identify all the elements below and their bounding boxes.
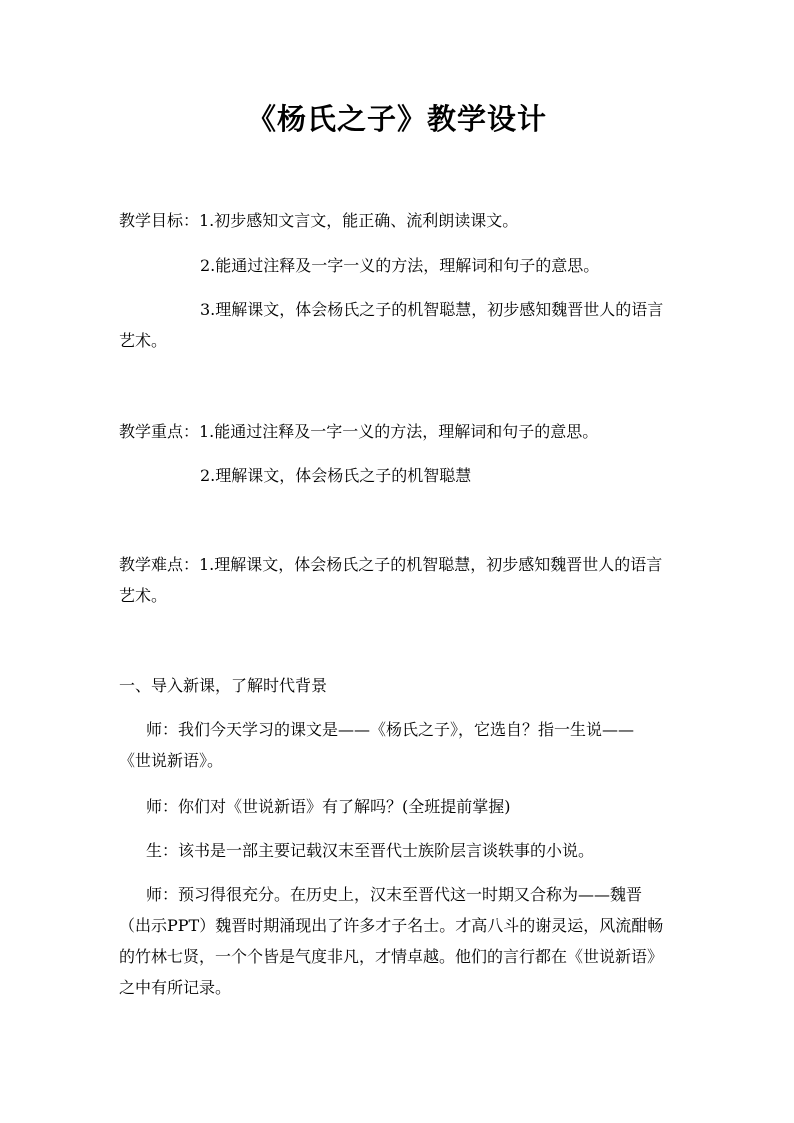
- paragraph-4-line-4: 之中有所记录。: [119, 978, 232, 997]
- paragraph-1-line-2: 《世说新语》。: [119, 751, 224, 770]
- objectives-line-3: 3.理解课文，体会杨氏之子的机智聪慧，初步感知魏晋世人的语言: [200, 300, 664, 319]
- objectives-line-1: 教学目标：1.初步感知文言文，能正确、流利朗读课文。: [119, 211, 519, 230]
- document-title: 《杨氏之子》教学设计: [246, 102, 547, 136]
- key-points-line-1: 教学重点：1.能通过注释及一字一义的方法，理解词和句子的意思。: [119, 422, 599, 441]
- key-points-line-2: 2.理解课文，体会杨氏之子的机智聪慧: [200, 466, 472, 485]
- paragraph-4-line-1: 师：预习得很充分。在历史上，汉末至晋代这一时期又合称为——魏晋: [146, 885, 643, 904]
- difficulties-line-1-continued: 艺术。: [119, 586, 168, 605]
- paragraph-4-line-2: （出示PPT）魏晋时期涌现出了许多才子名士。才高八斗的谢灵运，风流酣畅: [119, 916, 664, 935]
- difficulties-line-1: 教学难点：1.理解课文，体会杨氏之子的机智聪慧，初步感知魏晋世人的语言: [119, 555, 663, 574]
- objectives-line-3-continued: 艺术。: [119, 331, 168, 350]
- paragraph-2: 师：你们对《世说新语》有了解吗？(全班提前掌握): [146, 797, 511, 816]
- paragraph-1-line-1: 师：我们今天学习的课文是——《杨氏之子》，它选自？指一生说——: [146, 720, 635, 739]
- paragraph-4-line-3: 的竹林七贤，一个个皆是气度非凡，才情卓越。他们的言行都在《世说新语》: [119, 947, 664, 966]
- paragraph-3: 生：该书是一部主要记载汉末至晋代士族阶层言谈轶事的小说。: [146, 841, 595, 860]
- section-heading: 一、导入新课，了解时代背景: [119, 676, 328, 695]
- objectives-line-2: 2.能通过注释及一字一义的方法，理解词和句子的意思。: [200, 256, 600, 275]
